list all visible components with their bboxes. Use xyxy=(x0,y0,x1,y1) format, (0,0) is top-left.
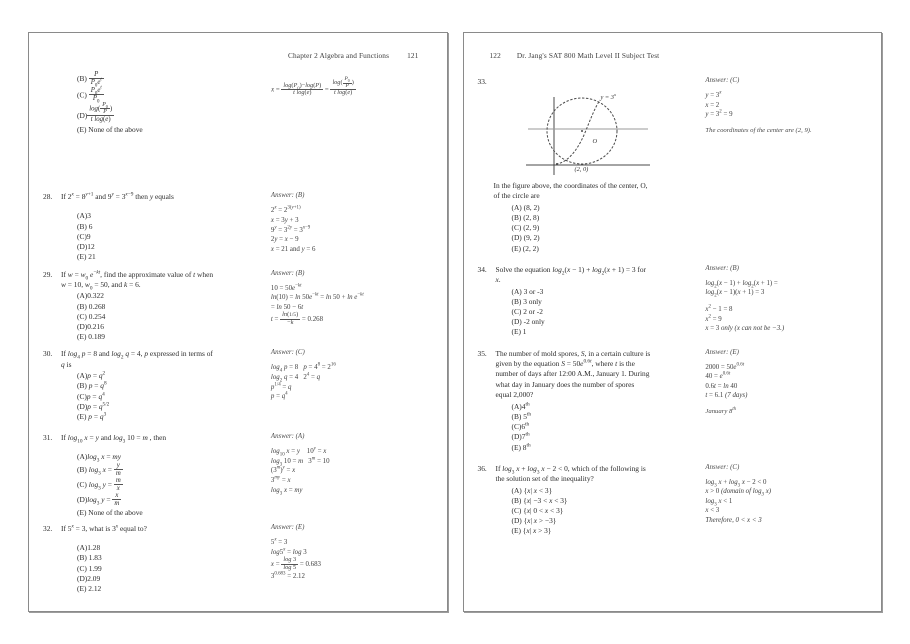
q35-choice-d[interactable]: (D)7th xyxy=(511,431,530,442)
q32-choice-d[interactable]: (D)2.09 xyxy=(77,573,101,583)
q36-choice-e[interactable]: (E) {x| x > 3} xyxy=(511,526,552,536)
q35-choice-e[interactable]: (E) 8th xyxy=(511,442,531,452)
q29-choice-e[interactable]: (E) 0.189 xyxy=(77,332,105,342)
carryover-choice-d: (D) log( $\frac{P_0}{P}$ ) t log(e) xyxy=(77,102,113,124)
q33-choice-d[interactable]: (D) (9, 2) xyxy=(511,233,540,243)
q36-choice-c[interactable]: (C) {x| 0 < x < 3} xyxy=(511,505,564,515)
q31-answer-label: Answer: (A) xyxy=(270,433,305,441)
q29-choice-b[interactable]: (B) 0.268 xyxy=(77,301,106,311)
right-page-header xyxy=(478,51,868,65)
question-30 xyxy=(43,349,433,422)
q34-choice-a[interactable]: (A) 3 or -3 xyxy=(511,286,544,296)
q31-choice-b[interactable]: (B) $\log_3 x$ = $\frac{y}{m}$ xyxy=(77,461,121,477)
q33-note: The coordinates of the center are (2, 9). xyxy=(705,126,812,134)
q33-choice-b[interactable]: (B) (2, 8) xyxy=(511,213,540,223)
left-header-page-number: 121 xyxy=(407,51,419,60)
carryover-choices xyxy=(77,71,433,136)
q30-answer-label: Answer: (C) xyxy=(270,349,305,357)
question-32-choices xyxy=(77,543,265,594)
question-32-number: 32. xyxy=(43,524,53,534)
question-29 xyxy=(43,270,433,343)
question-33-number: 33. xyxy=(477,77,487,86)
q30-choice-e[interactable]: (E) $p = q^3$ xyxy=(77,411,107,421)
left-page-header xyxy=(43,51,433,65)
q32-choice-c[interactable]: (C) 1.99 xyxy=(77,563,102,573)
q35-note: January 8th xyxy=(705,406,737,416)
right-header-title: Dr. Jang's SAT 800 Math Level II Subject Test xyxy=(516,51,660,60)
q30-choice-c[interactable]: $(C)p = q^4$ xyxy=(77,391,105,401)
question-34-choices xyxy=(512,287,700,338)
carryover-choice-c: (C) $\frac{P_0e^t}{P_0}$ xyxy=(77,85,102,105)
question-31-choices xyxy=(77,452,265,517)
question-36 xyxy=(478,464,868,537)
q34-choice-c[interactable]: (C) 2 or -2 xyxy=(511,307,543,317)
q32-answer-label: Answer: (E) xyxy=(270,524,305,532)
q36-choice-a[interactable]: (A) {x| x < 3} xyxy=(511,485,553,495)
question-30-choices xyxy=(77,371,265,422)
question-28-stem: If $2^x = 8^{y+1}$ and $9^y = 3^{x-9}$ then y equals xyxy=(61,192,174,202)
q28-work: $2^x = 2^{3(y+1)}$ x = 3y + 3 $9^y = 3^{2y} = 3^{x-9}$ 2y = x − 9 x = 21 and y = 6 xyxy=(270,206,316,253)
q34-choice-b[interactable]: (B) 3 only xyxy=(511,296,542,306)
carryover-answer-formula: x = $\frac{\log(P_0)-\log(P)}{\text{t log(e)}}$ = log( $\frac{P_0}{P}$ ) t log(e) xyxy=(271,76,354,97)
q28-choice-c[interactable]: (C)9 xyxy=(77,231,91,241)
question-33-figure xyxy=(522,91,654,177)
question-34 xyxy=(478,265,868,338)
q33-choice-a[interactable]: (A) (8, 2) xyxy=(511,202,540,212)
q29-work: $10 = 50e^{-kt}$ $\ln(10) = \ln 50e^{-kt} = \ln 50 + \ln e^{-kt}$ = ln 50 − 6t t = $\frac{\ln(1/5)}{-k}$ = 0.268 xyxy=(270,283,364,326)
q35-work: $2000 = 50e^{0.6t}$ $40 = e^{0.6t}$ 0.6t = ln 40 t = 6.1 (7 days) xyxy=(705,362,748,400)
q31-choice-e[interactable]: (E) None of the above xyxy=(77,507,143,517)
question-28-choices xyxy=(77,211,265,262)
question-36-number: 36. xyxy=(477,463,487,473)
question-28 xyxy=(43,192,433,262)
figure-center-label: O xyxy=(592,138,598,145)
q29-choice-c[interactable]: (C) 0.254 xyxy=(77,311,106,321)
page-right-122 xyxy=(463,32,883,612)
q34-work: $\log_2(x - 1) + \log_2(x + 1)$ = $\log_2(x - 1)(x + 1) = 3$ $x^2 - 1 = 8$ $x^2 = 9$ x = 3 only (x can not be −3.) xyxy=(705,279,785,333)
q33-answer-label: Answer: (C) xyxy=(705,77,740,84)
question-30-number: 30. xyxy=(43,349,53,359)
question-31-number: 31. xyxy=(43,433,53,443)
question-29-choices xyxy=(77,291,265,342)
question-32-stem: If $5^x = 3$, what is 3$^x$ equal to? xyxy=(61,523,147,534)
q28-answer-label: Answer: (B) xyxy=(270,192,305,200)
question-36-stem: If $\log_3 x + \log_3 x - 2 < 0$, which of the following is the solution set of the inequality? xyxy=(495,463,646,484)
q35-answer-label: Answer: (E) xyxy=(705,348,739,356)
question-32 xyxy=(43,524,433,594)
q33-choice-c[interactable]: (C) (2, 9) xyxy=(511,223,540,233)
q28-choice-d[interactable]: (D)12 xyxy=(77,242,95,252)
question-31-stem: If $\log_{10} x = y$ and $\log_3 10 = m$ , then xyxy=(61,433,167,445)
q30-choice-d[interactable]: $(D)p = q^{5/2}$ xyxy=(77,401,110,411)
question-31 xyxy=(43,433,433,517)
question-29-stem: If $w = w_0$ $e^{-kt}$, find the approximate value of t when w = 10, $w_0 = 50$, and k = 6. xyxy=(61,269,214,292)
question-34-number: 34. xyxy=(477,264,487,274)
carryover-choice-b: (B) $\frac{P}{P_0e^t}$ xyxy=(77,71,102,89)
q33-work: $y = 3^x$ x = 2 $y = 3^2 = 9$ xyxy=(705,90,733,119)
q28-choice-e[interactable]: (E) 21 xyxy=(77,252,96,262)
q31-choice-d[interactable]: $(D)\log_3$ y = $\frac{x}{m}$ xyxy=(77,492,120,508)
question-35-choices xyxy=(512,402,700,453)
question-35-stem: The number of mold spores, S, in a certain culture is given by the equation $S = 50e^{0.6t}$, where t is the number of days after 12:00 A.M., January 1. During what day in January does the number of spores equal 2,000? xyxy=(495,348,651,400)
q30-work: $\log_4 p = 8$ $p = 4^8 = 2^{16}$ $\log_2 q = 4$ $2^4 = q$ $p^{1/4} = q$ $p = q^4$ xyxy=(270,363,336,401)
q36-answer-label: Answer: (C) xyxy=(705,463,740,471)
q35-choice-b[interactable]: (B) 5th xyxy=(511,411,532,421)
q28-choice-a[interactable]: (A)3 xyxy=(77,211,91,221)
q29-choice-a[interactable]: (A)0.322 xyxy=(77,291,104,301)
question-34-stem: Solve the equation $\log_2(x - 1) + \log_2(x + 1) = 3$ for x. xyxy=(495,264,647,285)
q32-choice-a[interactable]: (A)1.28 xyxy=(77,543,101,553)
figure-curve-label: $y = 3^x$ xyxy=(600,91,617,101)
q34-answer-label: Answer: (B) xyxy=(705,264,739,272)
question-35-number: 35. xyxy=(477,348,487,358)
q29-choice-d[interactable]: (D)0.216 xyxy=(77,321,104,331)
question-33 xyxy=(478,77,868,254)
left-header-chapter: Chapter 2 Algebra and Functions xyxy=(287,51,390,60)
q31-choice-a[interactable]: $(A)\log_3$ x = my xyxy=(77,452,122,464)
q28-choice-b[interactable]: (B) 6 xyxy=(77,221,93,231)
question-29-number: 29. xyxy=(43,269,53,279)
question-28-number: 28. xyxy=(43,192,53,202)
right-header-page-number: 122 xyxy=(489,51,501,60)
question-35 xyxy=(478,349,868,453)
q30-choice-a[interactable]: $(A)p = q^2$ xyxy=(77,370,106,381)
q31-work: $\log_{10} x = y$ $10^y = x$ $\log_3 10 = m$ $3^m = 10$ $(3^m)^y = x$ $3^{my} = x$ $\log_3 x$ = my xyxy=(270,446,330,496)
q31-choice-c[interactable]: (C) $\log_3 y$ = $\frac{m}{x}$ xyxy=(77,477,121,493)
q30-choice-b[interactable]: (B) $p = q^8$ xyxy=(77,380,107,391)
q32-choice-b[interactable]: (B) 1.83 xyxy=(77,553,102,563)
q36-work: $\log_3 x + \log_3 x - 2 < 0$ x > 0 (domain of $\log_3 x$) $\log_3 x < 1$ x < 3 Therefore, 0 < x < 3 xyxy=(705,478,772,525)
q36-choice-b[interactable]: (B) {x| −3 < x < 3} xyxy=(511,495,568,505)
q29-answer-label: Answer: (B) xyxy=(270,269,305,277)
q33-choice-e[interactable]: (E) (2, 2) xyxy=(511,243,539,253)
question-30-stem: If $\log_4 p = 8$ and $\log_2 q = 4$, p expressed in terms of q is xyxy=(61,349,213,369)
question-33-choices xyxy=(512,203,700,254)
q32-choice-e[interactable]: (E) 2.12 xyxy=(77,584,102,593)
carryover-choice-e: (E) None of the above xyxy=(77,125,143,135)
question-33-stem: In the figure above, the coordinates of the center, O, of the circle are xyxy=(493,181,648,201)
q32-work: $5^x = 3$ $\log 5^x = \log 3$ x = $\frac{\log 3}{\log 5}$ = 0.683 $3^{0.683} = 2.12$ xyxy=(270,537,321,580)
figure-curve-exponent: x xyxy=(614,91,617,97)
question-36-choices xyxy=(512,486,700,537)
q34-choice-d[interactable]: (D) -2 only xyxy=(511,317,545,327)
q35-choice-a[interactable]: (A)4th xyxy=(511,401,530,411)
figure-point-label: (2, 0) xyxy=(574,166,589,173)
page-left-121 xyxy=(28,32,448,612)
q34-choice-e[interactable]: (E) 1 xyxy=(511,327,527,337)
q35-choice-c[interactable]: (C)6th xyxy=(511,421,530,432)
q36-choice-d[interactable]: (D) {x| x > −3} xyxy=(511,516,557,526)
